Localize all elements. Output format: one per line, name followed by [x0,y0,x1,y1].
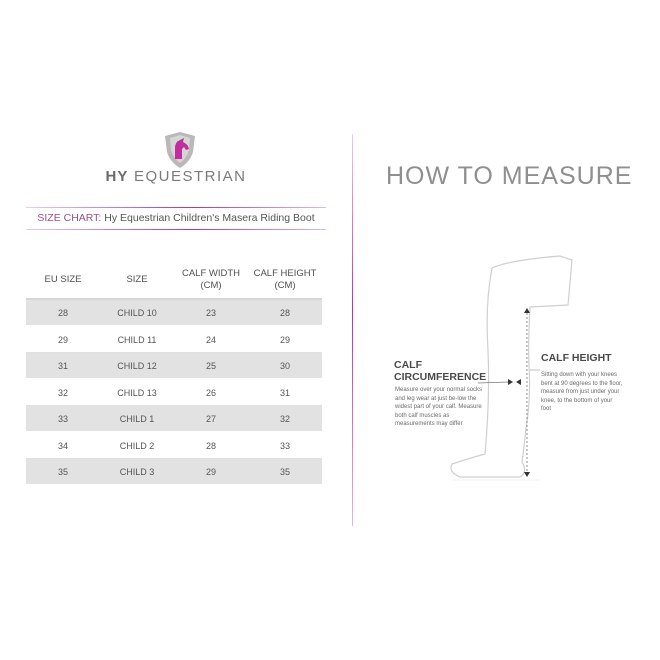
horse-head-shield-icon [162,130,198,170]
calf-height-cell: 29 [248,326,322,353]
size-cell: CHILD 2 [100,432,174,459]
size-cell: CHILD 13 [100,379,174,406]
table-body [26,294,322,485]
header-eu-size: EU SIZE [44,274,82,285]
eu-size-cell: 29 [26,326,100,353]
calf-height-title: CALF HEIGHT [541,352,612,364]
eu-size-cell: 34 [26,432,100,459]
calf-width-cell: 25 [174,353,248,380]
table-row [26,459,322,486]
calf-height-cell: 32 [248,406,322,433]
calf-width-cell: 29 [174,459,248,486]
calf-height-arrow-top [524,308,530,313]
brand-wordmark [0,168,352,185]
size-cell: CHILD 12 [100,353,174,380]
calf-width-cell: 23 [174,299,248,326]
size-cell: CHILD 1 [100,406,174,433]
calf-circumference-arrow-left [508,379,513,385]
calf-circumference-arrow-right [516,379,521,385]
calf-width-cell: 26 [174,379,248,406]
calf-height-description: Sitting down with your knees bent at 90 degrees to the floor, measure from just under your knee, to the bottom of your foot [541,372,623,413]
calf-width-cell: 27 [174,406,248,433]
calf-circumference-title [394,359,494,383]
how-to-measure-title: HOW TO MEASURE [386,162,633,190]
calf-circumference-title-line2: CIRCUMFERENCE [394,371,487,383]
brand-name: EQUESTRIAN [134,168,247,185]
brand-hy: HY [105,168,129,185]
eu-size-cell: 32 [26,379,100,406]
size-chart-lead: SIZE CHART: [37,212,105,224]
size-cell: CHILD 11 [100,326,174,353]
eu-size-cell: 28 [26,299,100,326]
table-row [26,353,322,380]
table-row [26,432,322,459]
calf-height-arrow-bottom [524,472,530,477]
table-row [26,299,322,326]
size-chart-product: Hy Equestrian Children's Masera Riding Boot [104,212,315,224]
table-row [26,326,322,353]
title-rule-top [26,207,326,208]
size-cell: CHILD 3 [100,459,174,486]
vertical-divider [352,134,353,526]
calf-width-cell: 24 [174,326,248,353]
calf-circumference-description: Measure over your normal socks and leg wear at just be-low the widest part of your calf. Measure both calf muscles as measurements may differ [395,387,483,428]
calf-width-cell: 28 [174,432,248,459]
size-cell: CHILD 10 [100,299,174,326]
calf-height-cell: 35 [248,459,322,486]
eu-size-cell: 31 [26,353,100,380]
calf-height-cell: 31 [248,379,322,406]
calf-height-cell: 30 [248,353,322,380]
eu-size-cell: 35 [26,459,100,486]
size-table [26,266,322,486]
title-rule-bottom [26,229,326,230]
header-size: SIZE [126,274,148,285]
eu-size-cell: 33 [26,406,100,433]
calf-circumference-title-line1: CALF [394,359,422,371]
size-chart-title [26,212,326,224]
header-calf-height: CALF HEIGHT (CM) [253,268,317,291]
calf-height-cell: 33 [248,432,322,459]
calf-height-cell: 28 [248,299,322,326]
header-calf-width: CALF WIDTH (CM) [181,268,241,291]
table-header-row [26,266,322,294]
table-row [26,406,322,433]
table-row [26,379,322,406]
